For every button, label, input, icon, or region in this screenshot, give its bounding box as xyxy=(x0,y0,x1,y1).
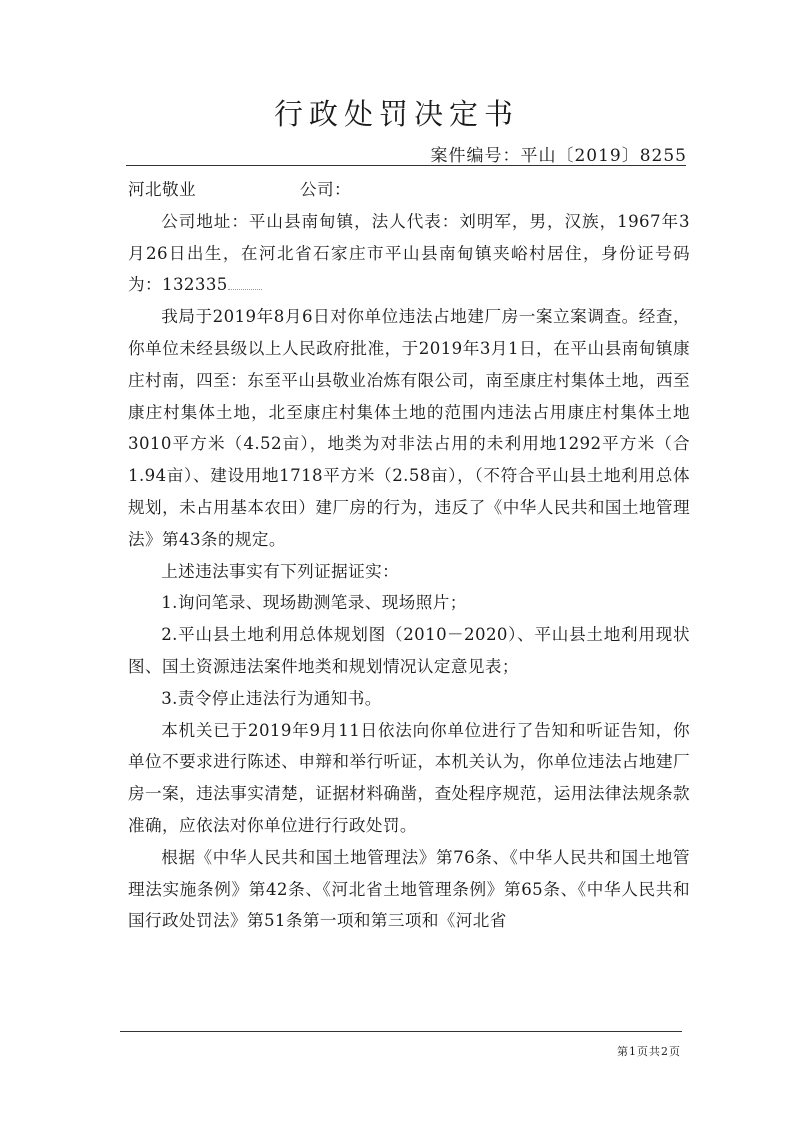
footer-divider xyxy=(120,1031,682,1032)
evidence-item-3: 3.责令停止违法行为通知书。 xyxy=(161,688,382,708)
case-number: 案件编号：平山〔2019〕8255 xyxy=(430,146,687,166)
paragraph-notification: 本机关已于2019年9月11日依法向你单位进行了告知和听证告知，你单位不要求进行陈述、申辩和举行听证，本机关认为，你单位违法占地建厂房一案，违法事实清楚，证据材料确凿，查处程序规范，运用法律法规条款准确，应依法对你单位进行行政处罚。 xyxy=(128,720,690,835)
paragraph-evidence-intro: 上述违法事实有下列证据证实： xyxy=(161,561,400,581)
paragraph-legal-basis: 根据《中华人民共和国土地管理法》第76条、《中华人民共和国土地管理法实施条例》第42条、《河北省土地管理条例》第65条、《中华人民共和国行政处罚法》第51条第一项和第三项和《河北省 xyxy=(128,847,690,931)
paragraph-company-info xyxy=(128,206,690,301)
addressee-line xyxy=(128,174,690,206)
paragraph-company-info-text: 公司地址：平山县南甸镇，法人代表：刘明军，男，汉族，1967年3月26日出生，在河北省石家庄市平山县南甸镇夹峪村居住，身份证号码为：132335 xyxy=(128,211,690,295)
addressee-name: 河北敬业 xyxy=(128,180,196,199)
paragraph-investigation: 我局于2019年8月6日对你单位违法占地建厂房一案立案调查。经查，你单位未经县级以上人民政府批准，于2019年3月1日，在平山县南甸镇康庄村南，四至：东至平山县敬业冶炼有限公司，南至康庄村集体土地，西至康庄村集体土地，北至康庄村集体土地的范围内违法占用康庄村集体土地3010平方米（4.52亩），地类为对非法占用的未利用地1292平方米（合1.94亩）、建设用地1718平方米（2.58亩），（不符合平山县土地利用总体规划，未占用基本农田）建厂房的行为，违反了《中华人民共和国土地管理法》第43条的规定。 xyxy=(128,307,690,549)
evidence-item-1: 1.询问笔录、现场勘测笔录、现场照片； xyxy=(161,593,467,613)
addressee-suffix: 公司： xyxy=(299,180,351,199)
evidence-item-2: 2.平山县土地利用总体规划图（2010－2020）、平山县土地利用现状图、国土资源违法案件地类和规划情况认定意见表； xyxy=(128,625,690,676)
header-divider xyxy=(126,165,686,166)
document-title: 行政处罚决定书 xyxy=(273,97,519,131)
redacted-id-mark xyxy=(228,289,262,290)
document-body xyxy=(128,174,690,937)
page-number: 第1页共2页 xyxy=(617,1045,681,1058)
